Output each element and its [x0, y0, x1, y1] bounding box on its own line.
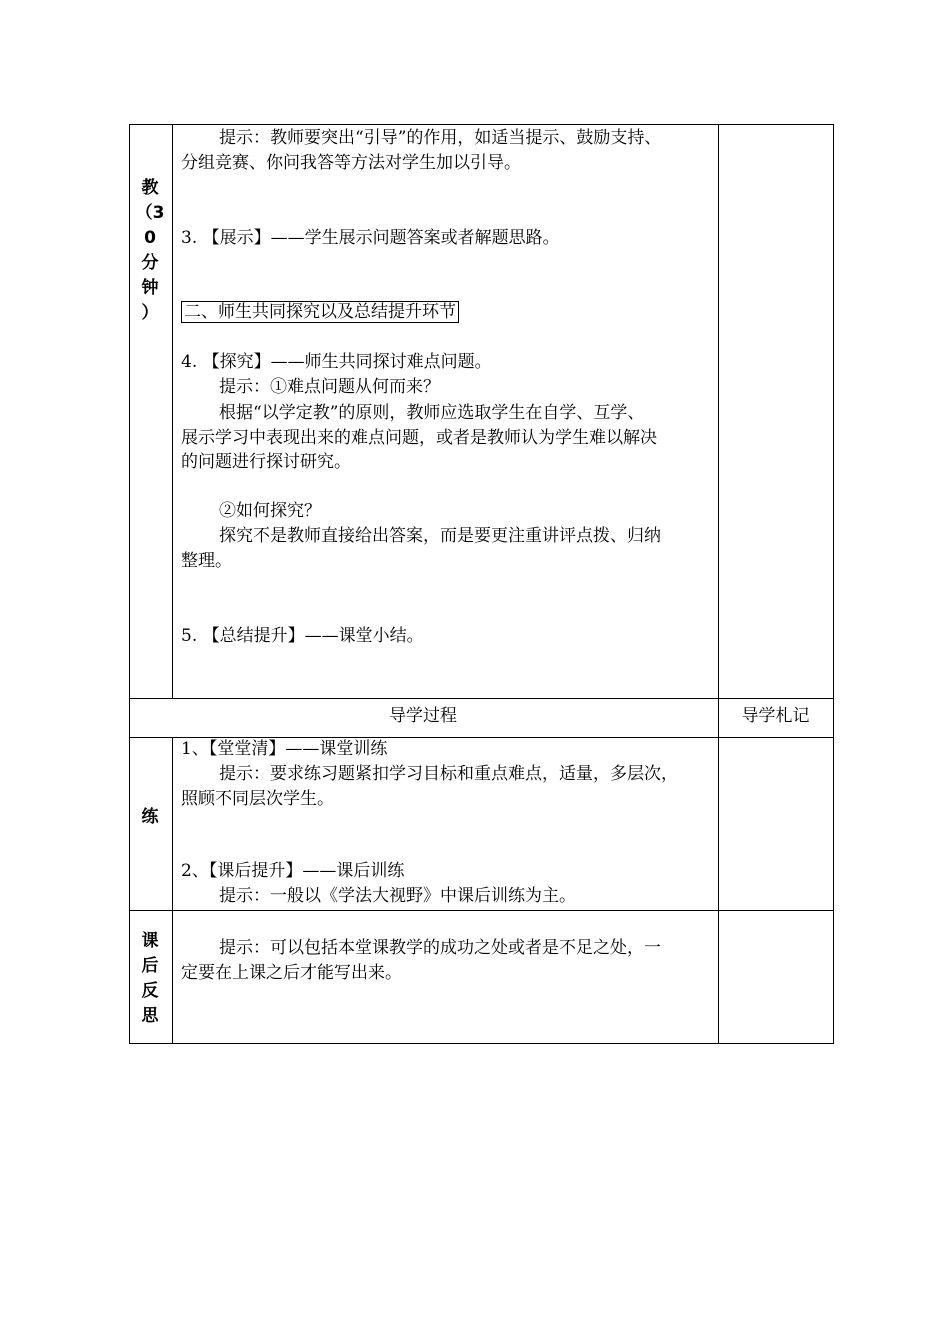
teach-paragraph-line-2: 展示学习中表现出来的难点问题，或者是教师认为学生难以解决: [181, 428, 657, 448]
teach-section-label: [129, 176, 171, 326]
teach-label-char: 分: [141, 253, 159, 273]
reflection-hint-line-2: 定要在上课之后才能写出来。: [181, 963, 402, 983]
teach-paragraph-line-3: 的问题进行探讨研究。: [181, 452, 351, 472]
teach-label-char: 0: [144, 228, 156, 248]
teach-paragraph2-line-1: 探究不是教师直接给出答案，而是要更注重讲评点拨、归纳: [219, 526, 661, 546]
teach-label-char: 教: [141, 178, 159, 198]
reflection-label-char: 思: [141, 1006, 159, 1026]
row-divider-practice-bottom: [130, 910, 833, 911]
column-divider-left: [172, 125, 173, 698]
teach-step-5: 5. 【总结提升】——课堂小结。: [181, 626, 424, 646]
reflection-label-char: 课: [141, 931, 159, 951]
reflection-label-char: 反: [141, 981, 159, 1001]
row-divider-header-top: [130, 698, 833, 699]
teach-step-3: 3. 【展示】——学生展示问题答案或者解题思路。: [181, 228, 560, 248]
teach-paragraph-line-1: 根据“以学定教”的原则，教师应选取学生在自学、互学、: [219, 403, 645, 423]
reflection-label-char: 后: [141, 956, 159, 976]
teach-paragraph2-line-2: 整理。: [181, 551, 232, 571]
subsection-heading-box: 二、师生共同探究以及总结提升环节: [181, 301, 459, 323]
teach-step-4: 4. 【探究】——师生共同探讨难点问题。: [181, 352, 492, 372]
practice-item-1-hint-line-2: 照顾不同层次学生。: [181, 789, 334, 809]
teach-hint-line-2: 分组竞赛、你问我答等方法对学生加以引导。: [181, 153, 521, 173]
practice-section-label: [129, 805, 171, 830]
teach-hint-question-1: 提示：①难点问题从何而来？: [219, 377, 440, 397]
practice-item-1: 1、【堂堂清】——课堂训练: [181, 739, 388, 759]
reflection-hint-line-1: 提示：可以包括本堂课教学的成功之处或者是不足之处，一: [219, 938, 661, 958]
column-divider-right: [718, 125, 719, 1043]
practice-item-2-hint: 提示：一般以《学法大视野》中课后训练为主。: [219, 886, 576, 906]
teach-label-char: （3: [135, 203, 165, 223]
teach-label-char: ）: [141, 303, 159, 323]
reflection-section-label: [129, 929, 171, 1029]
notes-header: 导学札记: [741, 706, 810, 726]
practice-item-2: 2、【课后提升】——课后训练: [181, 861, 405, 881]
practice-label-char: 练: [141, 807, 159, 827]
teach-subsection-heading: [181, 301, 459, 323]
process-header: 导学过程: [389, 706, 457, 726]
teach-label-char: 钟: [141, 278, 159, 298]
practice-item-1-hint-line-1: 提示：要求练习题紧扣学习目标和重点难点，适量，多层次，: [219, 764, 678, 784]
teach-hint-question-2: ②如何探究？: [219, 501, 321, 521]
teach-hint-line-1: 提示：教师要突出“引导”的作用，如适当提示、鼓励支持、: [219, 128, 662, 148]
column-divider-left-lower: [172, 737, 173, 1043]
